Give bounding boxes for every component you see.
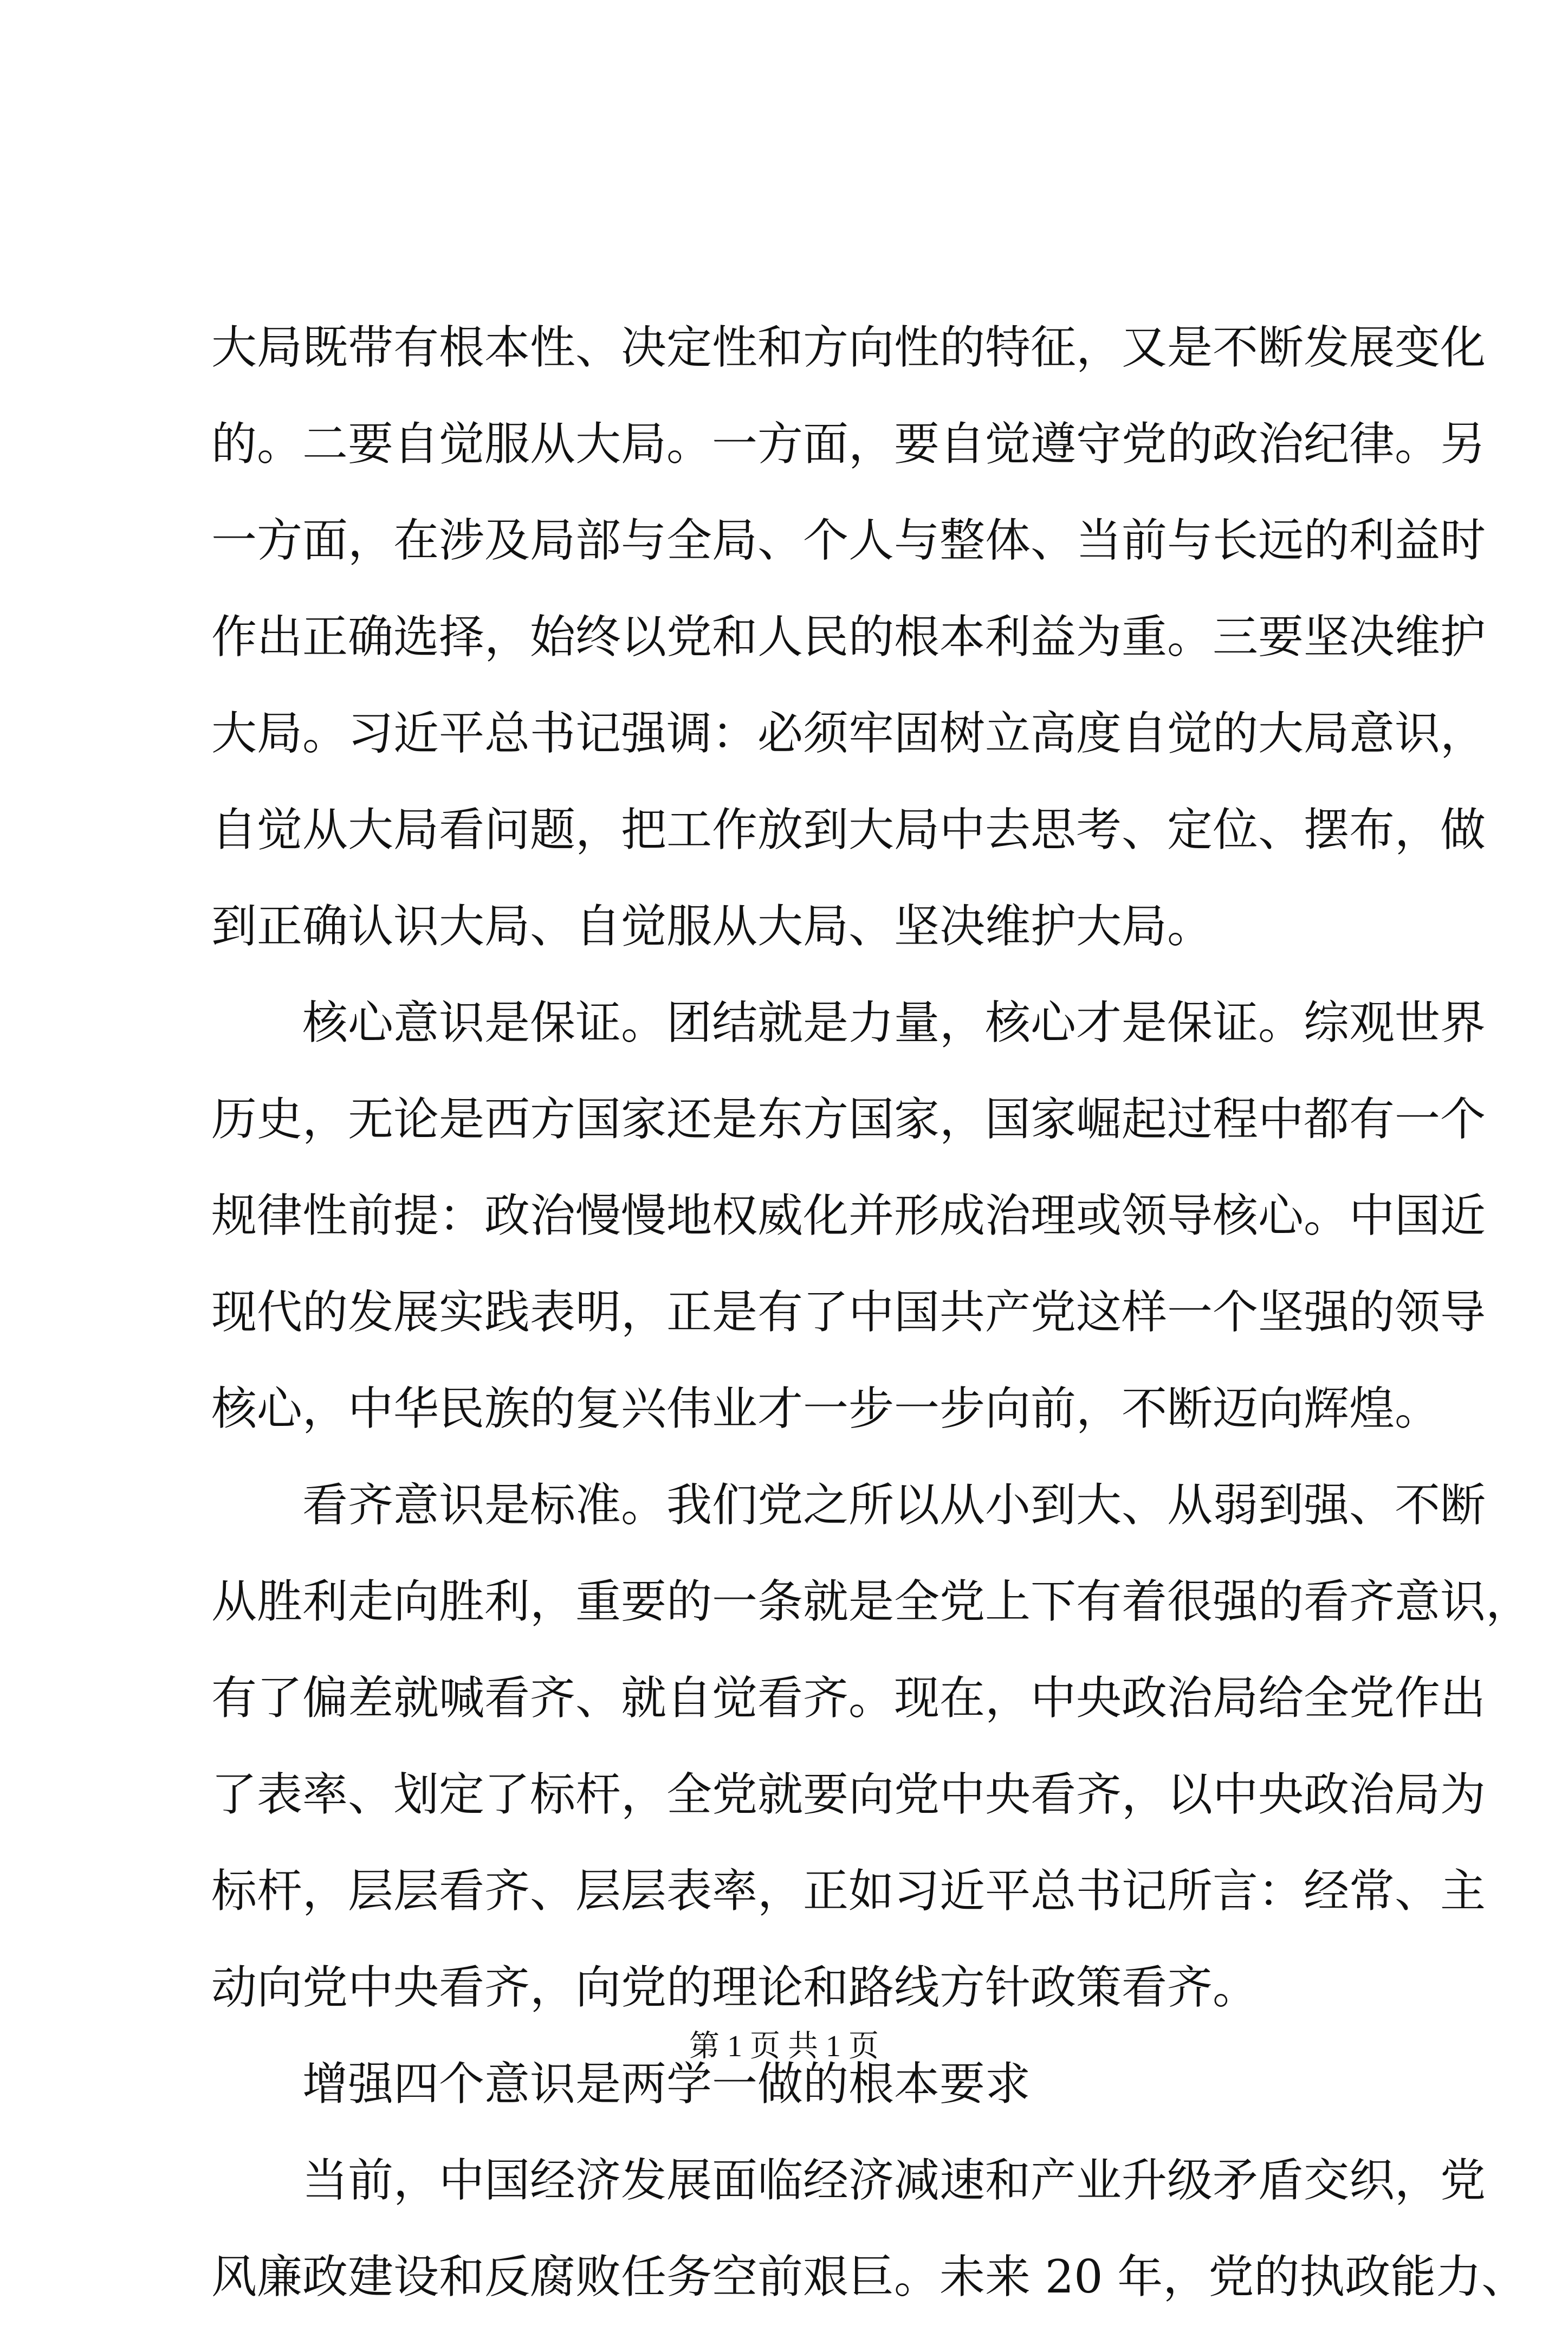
paragraph-line: 作出正确选择，始终以党和人民的根本利益为重。三要坚决维护 — [211, 610, 1486, 663]
paragraph-line: 大局既带有根本性、决定性和方向性的特征，又是不断发展变化 — [211, 321, 1486, 374]
paragraph-line: 标杆，层层看齐、层层表率，正如习近平总书记所言：经常、主 — [211, 1864, 1486, 1917]
paragraph-line: 自觉从大局看问题，把工作放到大局中去思考、定位、摆布，做 — [211, 803, 1486, 856]
paragraph-line: 风廉政建设和反腐败任务空前艰巨。未来 20 年，党的执政能力、 — [211, 2250, 1527, 2303]
paragraph-line: 核心意识是保证。团结就是力量，核心才是保证。综观世界 — [302, 996, 1486, 1049]
paragraph-line: 核心，中华民族的复兴伟业才一步一步向前，不断迈向辉煌。 — [211, 1382, 1441, 1435]
paragraph-line: 从胜利走向胜利，重要的一条就是全党上下有着很强的看齐意识， — [211, 1575, 1532, 1628]
paragraph-line: 当前，中国经济发展面临经济减速和产业升级矛盾交织，党 — [302, 2154, 1486, 2207]
paragraph-line: 到正确认识大局、自觉服从大局、坚决维护大局。 — [211, 900, 1213, 953]
paragraph-line: 规律性前提：政治慢慢地权威化并形成治理或领导核心。中国近 — [211, 1189, 1486, 1242]
paragraph-line: 动向党中央看齐，向党的理论和路线方针政策看齐。 — [211, 1961, 1259, 2014]
paragraph-line: 历史，无论是西方国家还是东方国家，国家崛起过程中都有一个 — [211, 1093, 1486, 1146]
paragraph-line: 的。二要自觉服从大局。一方面，要自觉遵守党的政治纪律。另 — [211, 417, 1486, 470]
section-heading: 增强四个意识是两学一做的根本要求 — [302, 2057, 1031, 2110]
page-footer: 第 1 页 共 1 页 — [689, 2030, 879, 2063]
paragraph-line: 了表率、划定了标杆，全党就要向党中央看齐，以中央政治局为 — [211, 1768, 1486, 1821]
paragraph-line: 有了偏差就喊看齐、就自觉看齐。现在，中央政治局给全党作出 — [211, 1671, 1486, 1725]
paragraph-line: 现代的发展实践表明，正是有了中国共产党这样一个坚强的领导 — [211, 1286, 1486, 1339]
paragraph-line: 大局。习近平总书记强调：必须牢固树立高度自觉的大局意识， — [211, 707, 1486, 760]
paragraph-line: 一方面，在涉及局部与全局、个人与整体、当前与长远的利益时 — [211, 514, 1486, 567]
paragraph-line: 看齐意识是标准。我们党之所以从小到大、从弱到强、不断 — [302, 1478, 1486, 1532]
document-body — [211, 299, 1532, 2325]
